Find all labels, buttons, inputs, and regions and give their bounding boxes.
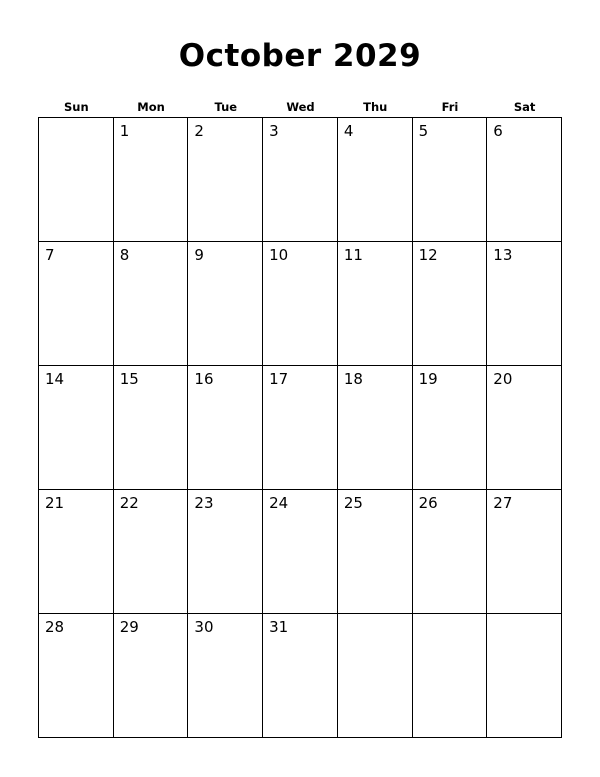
day-cell [338,366,413,490]
day-cell [114,614,189,738]
weekday-mon: Mon [137,100,165,114]
day-cell [263,118,338,242]
day-number: 8 [119,246,130,264]
day-cell [413,490,488,614]
day-cell [188,118,263,242]
day-number: 19 [418,370,438,388]
weekday-sun: Sun [64,100,89,114]
day-number: 24 [269,494,289,512]
day-number: 21 [45,494,65,512]
day-number: 4 [343,122,354,140]
day-cell [487,118,562,242]
day-number: 31 [269,618,289,636]
day-number: 30 [194,618,214,636]
day-cell [39,118,114,242]
weekday-sat: Sat [513,100,536,114]
day-number: 2 [194,122,204,140]
day-cell [39,614,114,738]
day-number: 25 [343,494,363,512]
day-cell [114,118,189,242]
day-number: 11 [343,246,363,264]
day-cell [114,366,189,490]
day-cell [413,118,488,242]
weekday-wed: Wed [286,100,315,114]
day-number: 29 [119,618,139,636]
day-number: 23 [194,494,214,512]
day-cell [413,366,488,490]
day-number: 26 [418,494,438,512]
day-cell [338,242,413,366]
day-cell [39,490,114,614]
day-cell [188,242,263,366]
day-cell [188,614,263,738]
day-number: 18 [343,370,363,388]
weekday-header [39,98,562,116]
day-number: 14 [45,370,65,388]
day-number: 3 [269,122,279,140]
day-cell [263,242,338,366]
day-cell [39,242,114,366]
day-number: 16 [194,370,214,388]
day-cell [39,366,114,490]
day-cell [114,242,189,366]
day-number: 22 [119,494,139,512]
day-number: 12 [418,246,438,264]
day-number: 15 [119,370,139,388]
day-number: 7 [45,246,55,264]
day-number: 1 [119,122,130,140]
day-cell [338,614,413,738]
day-cell [188,366,263,490]
day-cell [487,614,562,738]
day-number: 27 [493,494,513,512]
day-cell [263,490,338,614]
calendar-title: October 2029 [178,38,422,74]
day-cell [188,490,263,614]
day-cell [338,490,413,614]
day-number: 17 [269,370,289,388]
day-cell [487,366,562,490]
day-number: 28 [45,618,65,636]
day-number: 13 [493,246,513,264]
day-cell [487,242,562,366]
day-cell [487,490,562,614]
day-number: 9 [194,246,204,264]
calendar-grid [38,117,562,738]
day-cell [263,614,338,738]
day-cell [413,242,488,366]
day-number: 6 [493,122,503,140]
day-number: 10 [269,246,289,264]
weekday-tue: Tue [214,100,238,114]
day-number: 5 [418,122,429,140]
weekday-thu: Thu [363,100,388,114]
day-number: 20 [493,370,513,388]
weekday-fri: Fri [441,100,459,114]
day-cell [413,614,488,738]
day-cell [263,366,338,490]
day-cell [114,490,189,614]
day-cell [338,118,413,242]
